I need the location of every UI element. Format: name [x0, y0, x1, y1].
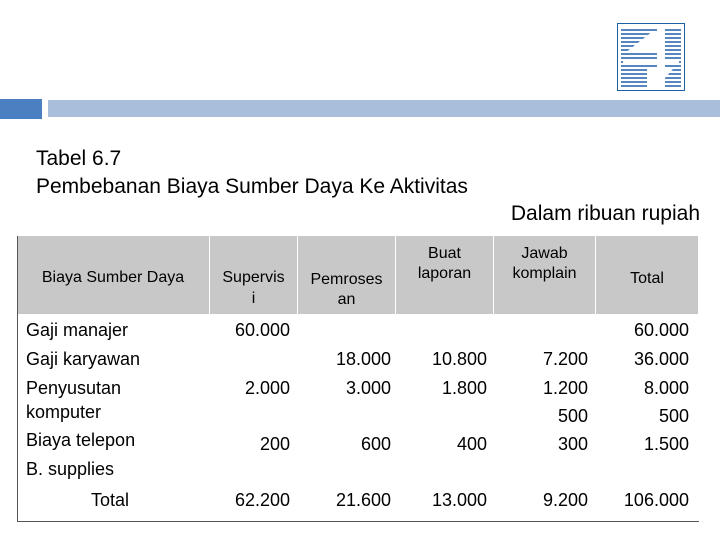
cell-total-supervisi: 62.200	[234, 490, 290, 510]
cell-total-jawab: 9.200	[542, 490, 588, 510]
row-label-supplies: B. supplies	[26, 459, 115, 479]
row-label-penyusutan-2: komputer	[26, 402, 102, 422]
cell-penyusutan-jawab: 1.200	[542, 378, 588, 398]
header-resource-label: Biaya Sumber Daya	[41, 269, 185, 286]
page-subtitle: Pembebanan Biaya Sumber Daya Ke Aktivitas	[36, 175, 468, 198]
cell-total-total: 106.000	[623, 490, 689, 510]
cell-penyusutan-supervisi: 2.000	[244, 378, 290, 398]
header-pemrosesan-line2: an	[337, 291, 356, 308]
cell-supplies-supervisi: 200	[259, 434, 290, 454]
header-pemrosesan	[297, 236, 395, 314]
header-buat-line2: laporan	[417, 265, 472, 282]
cell-supplies-total: 1.500	[643, 434, 689, 454]
header-supervisi	[209, 236, 297, 314]
cell-penyusutan-total: 8.000	[643, 378, 689, 398]
header-total-label: Total	[630, 270, 664, 287]
header-buat-laporan	[395, 236, 493, 314]
header-buat-line1: Buat	[428, 245, 461, 262]
header-supervisi-line2: i	[251, 290, 256, 307]
header-supervisi-line1: Supervis	[222, 269, 285, 286]
cell-penyusutan-pemrosesan: 3.000	[345, 378, 391, 398]
page-title: Tabel 6.7	[36, 147, 122, 170]
header-resource	[17, 236, 209, 314]
cell-total-buat: 13.000	[431, 490, 487, 510]
header-band	[48, 100, 720, 117]
logo-4-icon	[617, 23, 685, 91]
cell-telepon-total: 500	[658, 406, 689, 426]
cell-penyusutan-buat: 1.800	[441, 378, 487, 398]
cell-gaji-karyawan-buat: 10.800	[431, 349, 487, 369]
row-label-gaji-karyawan: Gaji karyawan	[26, 349, 141, 369]
cell-gaji-karyawan-jawab: 7.200	[542, 349, 588, 369]
cell-gaji-manajer-total: 60.000	[633, 320, 689, 340]
cell-supplies-jawab: 300	[557, 434, 588, 454]
cell-gaji-karyawan-total: 36.000	[633, 349, 689, 369]
header-total	[595, 236, 698, 314]
cell-gaji-karyawan-pemrosesan: 18.000	[335, 349, 391, 369]
unit-note: Dalam ribuan rupiah	[510, 202, 700, 225]
row-label-total: Total	[91, 490, 130, 510]
header-accent-square	[0, 99, 42, 119]
row-label-gaji-manajer: Gaji manajer	[26, 320, 129, 340]
header-jawab-line1: Jawab	[521, 245, 568, 262]
cost-allocation-table	[17, 236, 698, 521]
cell-telepon-jawab: 500	[557, 406, 588, 426]
cell-supplies-buat: 400	[456, 434, 487, 454]
header-jawab-line2: komplain	[512, 265, 577, 282]
header-jawab-komplain	[493, 236, 595, 314]
cell-gaji-manajer-supervisi: 60.000	[234, 320, 290, 340]
cell-supplies-pemrosesan: 600	[360, 434, 391, 454]
row-label-biaya-telepon: Biaya telepon	[26, 430, 136, 450]
header-pemrosesan-line1: Pemroses	[310, 271, 383, 288]
cell-total-pemrosesan: 21.600	[335, 490, 391, 510]
row-label-penyusutan: Penyusutan	[26, 378, 122, 398]
